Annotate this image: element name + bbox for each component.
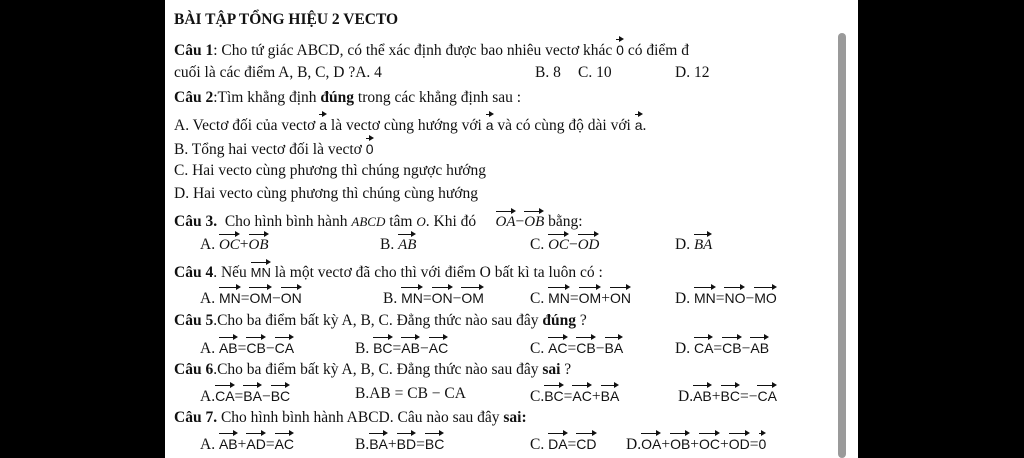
zero-vector: 0 bbox=[366, 137, 374, 159]
q7-answer-c: C. DA=CD bbox=[530, 432, 597, 455]
question-3: Câu 3. Cho hình bình hành ABCD tâm O. Khi đó OA−OB bằng: bbox=[174, 210, 583, 232]
q5-answer-d: D. CA=CB−AB bbox=[675, 336, 769, 359]
q1-answer-c: C. 10 bbox=[578, 64, 612, 81]
q4-answer-d: D. MN=NO−MO bbox=[675, 286, 777, 309]
q7-answer-d: D.OA+OB+OC+OD=0 bbox=[626, 432, 766, 455]
q6-answer-d: D.AB+BC=−CA bbox=[678, 384, 777, 407]
document-page bbox=[165, 0, 858, 458]
question-6: Câu 6.Cho ba điểm bất kỳ A, B, C. Đẳng thức nào sau đây sai ? bbox=[174, 361, 572, 378]
question-1: Câu 1: Cho tứ giác ABCD, có thể xác định được bao nhiêu vectơ khác 0 có điểm đ bbox=[174, 38, 689, 61]
q2-option-b: B. Tổng hai vectơ đối là vectơ 0 bbox=[174, 137, 374, 160]
q7-answer-b: B.BA+BD=BC bbox=[355, 432, 444, 455]
q4-answer-a: A. MN=OM−ON bbox=[200, 286, 302, 309]
q3-answer-d: D. BA bbox=[675, 233, 712, 255]
question-7: Câu 7. Cho hình bình hành ABCD. Câu nào sau đây sai: bbox=[174, 409, 527, 426]
question-4: Câu 4. Nếu MN là một vectơ đã cho thì với điểm O bất kì ta luôn có : bbox=[174, 261, 603, 283]
q1-answer-d: D. 12 bbox=[675, 64, 710, 81]
scrollbar[interactable] bbox=[838, 33, 846, 458]
q6-answer-b: B.AB = CB − CA bbox=[355, 385, 466, 402]
q1-answer-b: B. 8 bbox=[535, 64, 561, 81]
q4-answer-b: B. MN=ON−OM bbox=[383, 286, 484, 309]
vector-a: a bbox=[319, 113, 327, 135]
q5-answer-c: C. AC=CB−BA bbox=[530, 336, 623, 359]
q6-answer-c: C.BC=AC+BA bbox=[530, 384, 619, 407]
q3-answer-b: B. AB bbox=[380, 233, 416, 255]
zero-vector: 0 bbox=[616, 38, 624, 60]
q6-answer-a: A.CA=BA−BC bbox=[200, 384, 290, 407]
q3-answer-a: A. OC+OB bbox=[200, 233, 269, 255]
q2-option-a: A. Vectơ đối của vectơ a là vectơ cùng hướng với a và có cùng độ dài với a. bbox=[174, 113, 646, 136]
q2-option-c: C. Hai vecto cùng phương thì chúng ngược hướng bbox=[174, 162, 486, 179]
q5-answer-b: B. BC=AB−AC bbox=[355, 336, 448, 359]
q5-answer-a: A. AB=CB−CA bbox=[200, 336, 294, 359]
q7-answer-a: A. AB+AD=AC bbox=[200, 432, 294, 455]
question-5: Câu 5.Cho ba điểm bất kỳ A, B, C. Đẳng thức nào sau đây đúng ? bbox=[174, 312, 587, 329]
q3-answer-c: C. OC−OD bbox=[530, 233, 599, 255]
q4-answer-c: C. MN=OM+ON bbox=[530, 286, 631, 309]
q1-line2: cuối là các điểm A, B, C, D ?A. 4 bbox=[174, 64, 382, 81]
question-2: Câu 2:Tìm khẳng định đúng trong các khẳng định sau : bbox=[174, 89, 522, 106]
q2-option-d: D. Hai vecto cùng phương thì chúng cùng hướng bbox=[174, 185, 478, 202]
q1-label: Câu 1 bbox=[174, 42, 214, 59]
title: BÀI TẬP TỔNG HIỆU 2 VECTO bbox=[174, 11, 399, 28]
